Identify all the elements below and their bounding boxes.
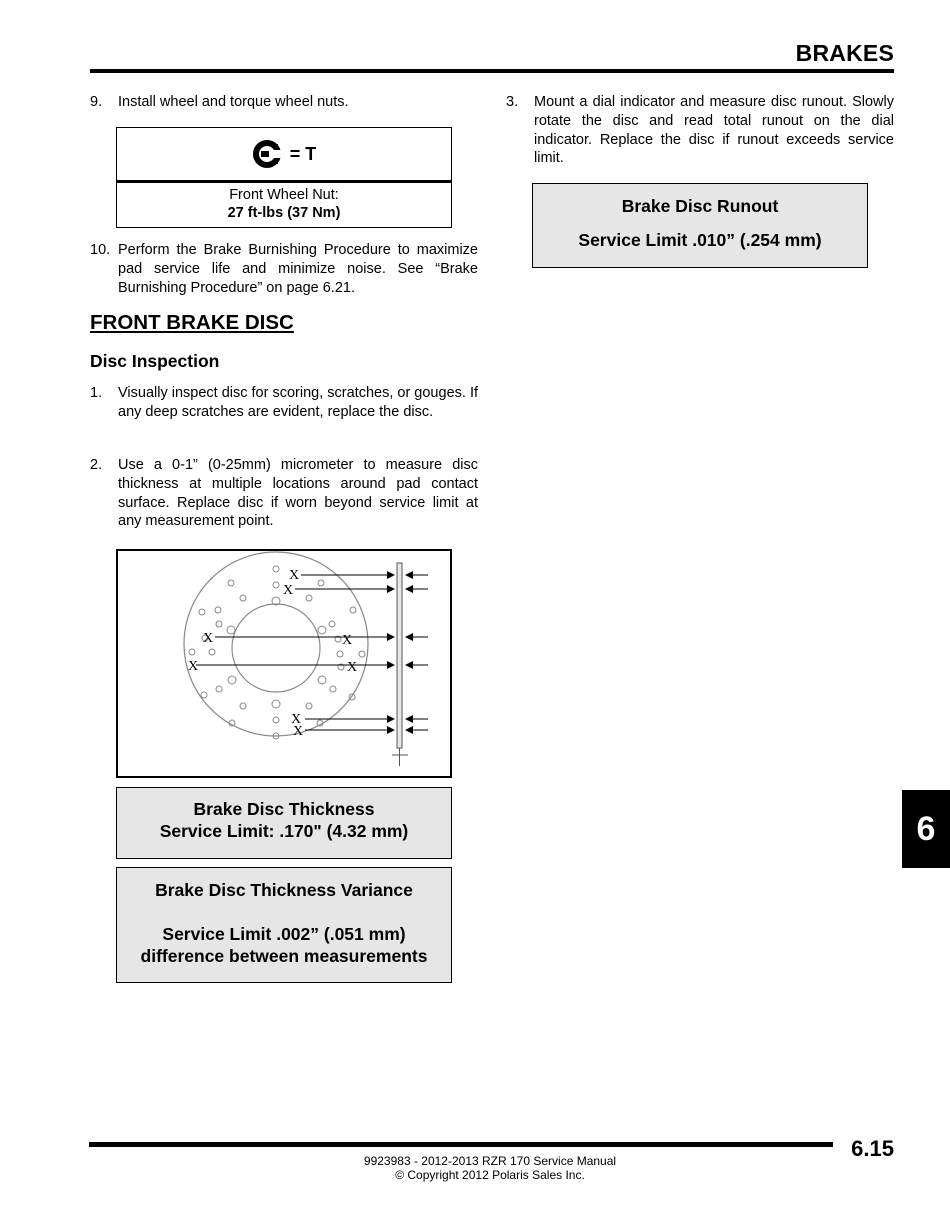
marker-x: X (203, 631, 214, 646)
disc-inner-edge (232, 604, 320, 692)
step-1 (90, 384, 478, 422)
disc-thickness-limit: Service Limit: .170" (4.32 mm) (159, 821, 409, 841)
torque-wrench-icon (252, 138, 282, 170)
step-3-text: Mount a dial indicator and measure disc runout. Slowly rotate the disc and read total runout on the dial indicator. Replace the disc if runout exceeds service limit. (534, 94, 894, 167)
disc-variance-limit: Service Limit .002” (.051 mm) (162, 924, 406, 944)
step-9-number: 9. (90, 94, 103, 110)
section-header-title: BRAKES (795, 40, 894, 66)
manual-title-line: 9923983 - 2012-2013 RZR 170 Service Manual (363, 1154, 617, 1168)
step-3 (506, 93, 894, 168)
step-1-text: Visually inspect disc for scoring, scratches, or gouges. If any deep scratches are evident, replace the disc. (118, 385, 478, 420)
disc-diagram-svg (118, 551, 450, 776)
torque-spec-box (116, 127, 452, 228)
header-rule (90, 69, 894, 73)
footer-text (0, 1154, 950, 1182)
step-10-text: Perform the Brake Burnishing Procedure to maximize pad service life and minimize noise. See “Brake Burnishing Procedure” on page 6.21. (118, 242, 478, 296)
section-title: FRONT BRAKE DISC (90, 311, 294, 334)
micrometer-anvil (397, 563, 402, 748)
step-9-text: Install wheel and torque wheel nuts. (118, 94, 349, 110)
measurement-point-markers (188, 568, 357, 739)
step-9 (90, 93, 478, 112)
marker-x: X (293, 724, 304, 739)
disc-measurement-diagram (116, 549, 452, 778)
subsection-title: Disc Inspection (90, 351, 220, 371)
marker-x: X (289, 568, 300, 583)
step-10 (90, 241, 478, 297)
marker-x: X (283, 583, 294, 598)
step-2 (90, 456, 478, 531)
disc-runout-box (532, 183, 868, 268)
chapter-tab: 6 (902, 790, 950, 868)
torque-symbol-row (117, 128, 451, 183)
marker-x: X (291, 712, 302, 727)
disc-variance-note: difference between measurements (140, 946, 428, 966)
disc-thickness-box (116, 787, 452, 859)
torque-label: Front Wheel Nut: (229, 187, 339, 203)
step-10-number: 10. (90, 242, 111, 258)
marker-x: X (347, 660, 358, 675)
disc-thickness-title: Brake Disc Thickness (193, 799, 375, 819)
torque-equals-t: = T (289, 143, 317, 164)
step-1-number: 1. (90, 385, 103, 401)
disc-runout-limit: Service Limit .010” (.254 mm) (578, 230, 822, 250)
copyright-line: © Copyright 2012 Polaris Sales Inc. (395, 1168, 585, 1182)
disc-runout-title: Brake Disc Runout (621, 196, 779, 216)
step-3-number: 3. (506, 94, 519, 110)
marker-x: X (342, 633, 353, 648)
footer-rule (89, 1142, 833, 1147)
step-2-number: 2. (90, 457, 103, 473)
disc-variance-title: Brake Disc Thickness Variance (155, 880, 413, 900)
page-number: 6.15 (851, 1136, 894, 1161)
torque-value: 27 ft-lbs (37 Nm) (227, 205, 341, 221)
step-2-text: Use a 0-1” (0-25mm) micrometer to measure disc thickness at multiple locations around pad contact surface. Replace disc if worn beyond service limit at any measurement point. (118, 457, 478, 530)
marker-x: X (188, 659, 199, 674)
disc-variance-box (116, 867, 452, 983)
